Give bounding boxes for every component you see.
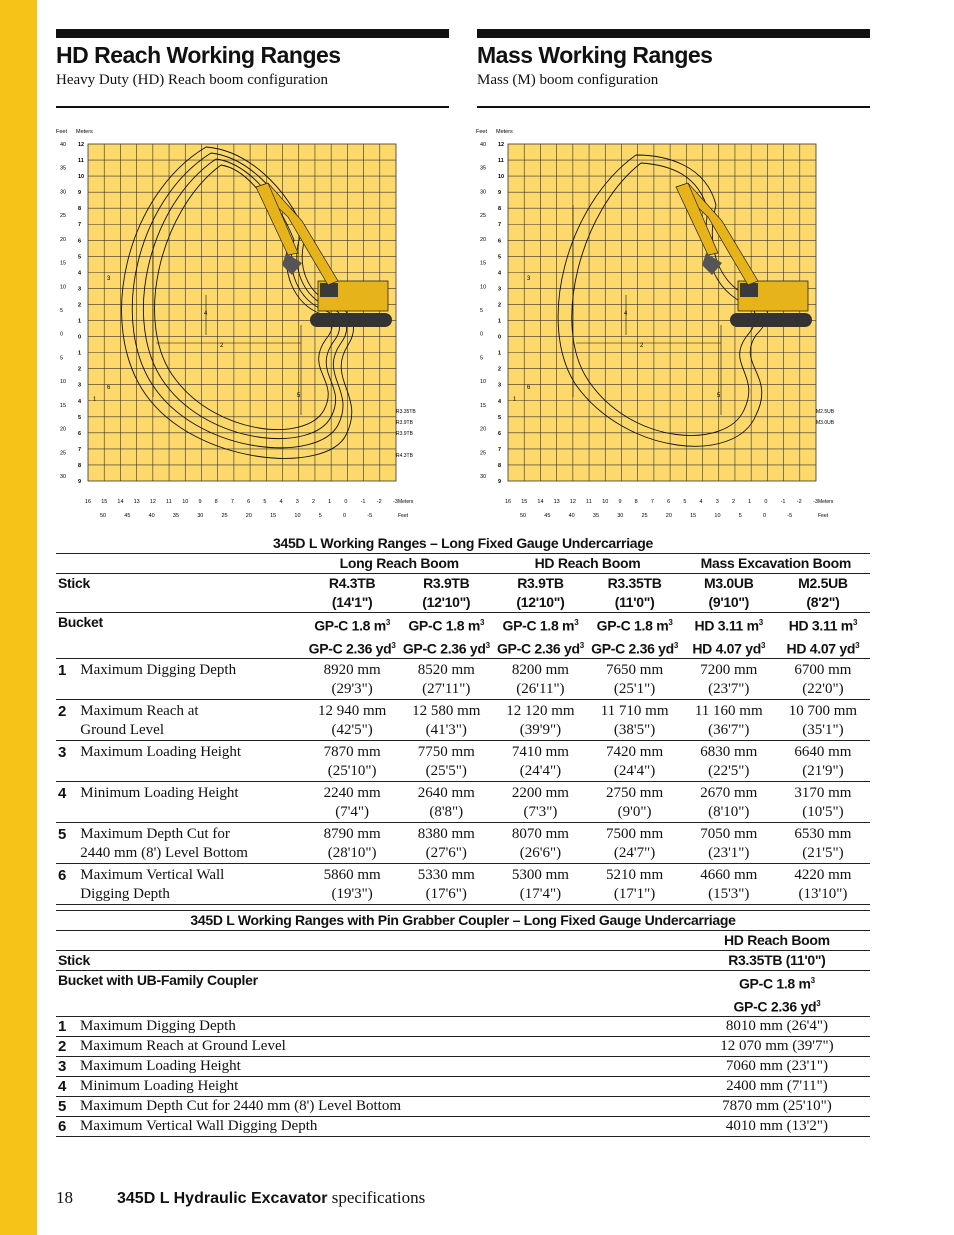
excavator-track	[730, 313, 812, 327]
bucket-header: HD 3.11 $m^3$ HD 4.07 $yd^3$	[692, 617, 766, 657]
group-hd-reach-boom: HD Reach Boom	[534, 555, 641, 571]
dimension-callout: 3	[527, 276, 531, 282]
row-label: Maximum Digging Depth	[80, 662, 237, 679]
x-tick-meters: 15	[101, 499, 108, 505]
y-tick-meters: 10	[78, 174, 85, 181]
x-tick-meters: 8	[214, 499, 218, 505]
y-tick-feet: 20	[60, 426, 67, 433]
x-tick-feet: 5	[318, 513, 322, 519]
x-tick-feet: 30	[197, 513, 204, 519]
hd-reach-working-range-diagram	[56, 125, 436, 530]
unit-feet-label: Feet	[56, 129, 68, 135]
y-tick-meters: 0	[498, 334, 502, 341]
y-tick-feet: 20	[60, 236, 67, 243]
y-tick-meters: 3	[78, 382, 82, 389]
grid-background	[508, 144, 816, 481]
row-number: 6	[58, 867, 67, 885]
row-number: 4	[58, 1078, 67, 1096]
y-tick-meters: 9	[498, 479, 502, 485]
x-tick-meters: 4	[279, 499, 283, 505]
curve-label: R3.9TB	[396, 420, 413, 426]
x-tick-meters: 16	[85, 499, 92, 505]
x-tick-feet: 0	[343, 513, 347, 519]
curve-label: M3.0UB	[816, 420, 835, 426]
y-tick-meters: 9	[78, 190, 82, 197]
y-tick-meters: 3	[498, 382, 502, 389]
row-value: 7060 mm (23'1")	[725, 1058, 828, 1075]
table2-stick-label: Stick	[58, 952, 90, 968]
x-tick-meters: 6	[667, 499, 671, 505]
y-tick-meters: 1	[78, 350, 82, 357]
x-tick-feet: 15	[270, 513, 277, 519]
y-tick-feet: 40	[480, 142, 487, 148]
dimension-callout: 6	[527, 385, 531, 391]
y-tick-meters: 6	[78, 238, 82, 245]
table-row	[56, 1117, 870, 1137]
x-tick-feet: 30	[617, 513, 624, 519]
row-value: 2240 mm (7'4")	[323, 785, 381, 821]
row-value: 2750 mm (9'0")	[606, 785, 664, 821]
dimension-callout: 4	[204, 311, 208, 317]
row-value: 2640 mm (8'8")	[417, 785, 475, 821]
x-tick-meters: 0	[344, 499, 348, 505]
y-tick-meters: 1	[78, 318, 82, 325]
row-number: 2	[58, 703, 67, 721]
x-tick-meters: 10	[182, 499, 189, 505]
dimension-callout: 5	[297, 393, 301, 399]
x-tick-feet: 50	[100, 513, 107, 519]
y-tick-feet: 15	[480, 260, 487, 267]
stick-header: R3.35TB (11'0")	[607, 575, 662, 610]
y-tick-feet: 35	[60, 165, 67, 172]
y-tick-meters: 6	[498, 238, 502, 245]
y-tick-feet: 5	[480, 308, 484, 314]
x-tick-feet: 45	[544, 513, 551, 519]
y-tick-meters: 3	[78, 286, 82, 293]
excavator-window	[740, 283, 758, 297]
x-tick-meters: 16	[505, 499, 512, 505]
row-number: 1	[58, 662, 67, 680]
y-tick-meters: 10	[498, 174, 505, 181]
table-row	[56, 1057, 870, 1077]
working-ranges-table	[56, 534, 870, 905]
row-value: 7050 mm (23'1")	[700, 826, 758, 862]
y-tick-meters: 11	[498, 158, 504, 165]
x-tick-meters: 3	[295, 499, 299, 505]
row-label: Maximum Loading Height	[80, 1058, 241, 1075]
table2-title: 345D L Working Ranges with Pin Grabber Coupler – Long Fixed Gauge Undercarriage	[190, 912, 736, 928]
y-tick-feet: 5	[480, 355, 484, 362]
y-tick-feet: 30	[60, 474, 67, 480]
row-number: 6	[58, 1118, 67, 1136]
row-number: 5	[58, 1098, 67, 1116]
row-value: 4010 mm (13'2")	[725, 1118, 828, 1135]
dimension-callout: 6	[107, 385, 111, 391]
y-tick-feet: 15	[60, 260, 67, 267]
row-value: 5300 mm (17'4")	[511, 867, 569, 903]
table2-stick-value: R3.35TB (11'0")	[728, 952, 826, 968]
x-tick-feet: 35	[592, 513, 600, 519]
x-tick-meters: 6	[247, 499, 251, 505]
excavator-track	[310, 313, 392, 327]
page-number: 18	[56, 1188, 73, 1207]
stick-header: R4.3TB (14'1")	[328, 575, 376, 610]
y-tick-meters: 7	[498, 222, 502, 229]
y-tick-feet: 25	[60, 450, 67, 457]
x-tick-feet: 5	[738, 513, 742, 519]
row-value: 8010 mm (26'4")	[725, 1018, 828, 1035]
y-tick-feet: 15	[480, 402, 487, 409]
excavator-window	[320, 283, 338, 297]
row-label: Minimum Loading Height	[80, 785, 239, 802]
row-value: 6700 mm (22'0")	[794, 662, 852, 698]
row-value: 7420 mm (24'4")	[606, 744, 664, 780]
x-tick-feet: -5	[367, 513, 373, 519]
dimension-callout: 2	[220, 343, 224, 349]
row-value: 2400 mm (7'11")	[726, 1078, 828, 1095]
table2-bucket-label: Bucket with UB-Family Coupler	[58, 972, 258, 988]
row-number: 1	[58, 1018, 67, 1036]
x-tick-meters: 14	[537, 499, 544, 505]
row-value: 6530 mm (21'5")	[794, 826, 852, 862]
y-tick-feet: 35	[480, 165, 487, 172]
x-tick-meters: 11	[586, 499, 592, 505]
table-row	[56, 700, 870, 741]
row-value: 8920 mm (29'3")	[323, 662, 381, 698]
x-tick-meters: -2	[376, 499, 382, 505]
y-tick-meters: 4	[498, 270, 502, 277]
x-tick-meters: 12	[569, 499, 576, 505]
y-tick-feet: 20	[480, 426, 487, 433]
x-tick-meters: 15	[521, 499, 528, 505]
y-tick-meters: 9	[78, 479, 82, 485]
y-tick-meters: 8	[78, 206, 82, 213]
row-value: 10 700 mm (35'1")	[788, 703, 858, 739]
y-tick-meters: 7	[498, 446, 502, 453]
hd-reach-diagram-svg	[56, 125, 436, 525]
x-tick-meters: 4	[699, 499, 703, 505]
y-tick-feet: 15	[60, 402, 67, 409]
unit-meters-label: Meters	[496, 129, 513, 135]
y-tick-feet: 30	[60, 189, 67, 196]
y-tick-meters: 2	[498, 366, 502, 373]
bucket-header: GP-C 1.8 $m^3$ GP-C 2.36 $yd^3$	[402, 617, 490, 657]
table2-bucket-value: GP-C 1.8 $m^3$ GP-C 2.36 $yd^3$	[733, 975, 821, 1015]
table-row	[56, 1017, 870, 1037]
y-tick-feet: 25	[60, 213, 67, 220]
y-tick-meters: 8	[78, 462, 82, 469]
y-tick-feet: 25	[480, 213, 487, 220]
mass-diagram-svg	[476, 125, 856, 525]
left-section-divider	[56, 106, 449, 108]
y-tick-meters: 2	[78, 302, 82, 309]
x-tick-meters: 1	[328, 499, 332, 505]
row-value: 7870 mm (25'10")	[323, 744, 381, 780]
curve-label: R4.3TB	[396, 453, 413, 459]
x-unit-meters: Meters	[818, 499, 834, 505]
bucket-label: Bucket	[58, 614, 103, 630]
row-label: Minimum Loading Height	[80, 1078, 239, 1095]
y-tick-feet: 25	[480, 450, 487, 457]
y-tick-meters: 4	[78, 270, 82, 277]
table-row	[56, 864, 870, 905]
x-tick-meters: 0	[764, 499, 768, 505]
x-tick-meters: -3	[813, 499, 818, 505]
row-value: 2200 mm (7'3")	[511, 785, 569, 821]
y-tick-meters: 12	[498, 142, 505, 148]
row-value: 6640 mm (21'9")	[794, 744, 852, 780]
table-row	[56, 1077, 870, 1097]
table-row	[56, 823, 870, 864]
bucket-header: HD 3.11 $m^3$ HD 4.07 $yd^3$	[786, 617, 860, 657]
table-row	[56, 1037, 870, 1057]
row-label: Maximum Depth Cut for 2440 mm (8') Level Bottom	[80, 1098, 401, 1115]
row-label: Maximum Vertical Wall Digging Depth	[80, 1118, 318, 1135]
y-tick-feet: 5	[60, 308, 64, 314]
row-value: 12 070 mm (39'7")	[720, 1038, 834, 1055]
y-tick-meters: 2	[498, 302, 502, 309]
footer-model: 345D L Hydraulic Excavator	[117, 1190, 328, 1207]
y-tick-feet: 5	[60, 355, 64, 362]
x-tick-meters: 2	[731, 499, 736, 505]
y-tick-meters: 3	[498, 286, 502, 293]
y-tick-meters: 2	[78, 366, 82, 373]
dimension-callout: 2	[640, 343, 644, 349]
x-tick-meters: 9	[198, 499, 202, 505]
stick-header: R3.9TB (12'10")	[422, 575, 471, 610]
x-tick-meters: 12	[149, 499, 156, 505]
x-tick-meters: 3	[715, 499, 719, 505]
x-tick-feet: 10	[714, 513, 721, 519]
x-tick-meters: -1	[780, 499, 786, 505]
right-section-divider	[477, 106, 870, 108]
x-tick-feet: 25	[221, 513, 228, 519]
row-label: Maximum Depth Cut for 2440 mm (8') Level Bottom	[80, 826, 248, 862]
page-footer	[56, 1188, 425, 1208]
row-label: Maximum Loading Height	[80, 744, 242, 761]
table1-title: 345D L Working Ranges – Long Fixed Gauge Undercarriage	[272, 535, 654, 551]
y-tick-meters: 5	[78, 254, 82, 261]
x-tick-meters: 5	[683, 499, 687, 505]
left-header-rule	[56, 29, 449, 38]
right-section-title: Mass Working Ranges	[477, 42, 713, 68]
row-value: 12 580 mm (41'3")	[412, 703, 481, 739]
y-tick-feet: 40	[60, 142, 67, 148]
x-tick-meters: 7	[230, 499, 234, 505]
table2-group: HD Reach Boom	[724, 932, 830, 948]
row-value: 12 120 mm (39'9")	[506, 703, 575, 739]
bucket-header: GP-C 1.8 $m^3$ GP-C 2.36 $yd^3$	[591, 617, 679, 657]
dimension-callout: 1	[513, 397, 517, 403]
x-tick-meters: 8	[634, 499, 638, 505]
bucket-header: GP-C 1.8 $m^3$ GP-C 2.36 $yd^3$	[308, 617, 396, 657]
row-value: 7410 mm (24'4")	[511, 744, 569, 780]
y-tick-meters: 6	[498, 430, 502, 437]
table-row	[56, 659, 870, 700]
x-unit-feet: Feet	[818, 513, 829, 519]
x-tick-meters: 11	[166, 499, 172, 505]
x-tick-meters: 1	[748, 499, 752, 505]
stick-header: R3.9TB (12'10")	[516, 575, 565, 610]
row-value: 6830 mm (22'5")	[700, 744, 758, 780]
footer-suffix: specifications	[327, 1188, 426, 1207]
y-tick-meters: 7	[78, 446, 82, 453]
y-tick-meters: 8	[498, 462, 502, 469]
row-value: 7750 mm (25'5")	[417, 744, 475, 780]
y-tick-meters: 5	[498, 414, 502, 421]
x-tick-feet: 20	[665, 513, 672, 519]
x-tick-feet: 20	[245, 513, 252, 519]
row-value: 12 940 mm (42'5")	[317, 703, 387, 739]
row-label: Maximum Reach at Ground Level	[80, 1038, 286, 1055]
dimension-callout: 4	[624, 311, 628, 317]
y-tick-meters: 8	[498, 206, 502, 213]
table-row	[56, 741, 870, 782]
x-unit-feet: Feet	[398, 513, 409, 519]
y-tick-meters: 4	[78, 398, 82, 405]
bucket-header: GP-C 1.8 $m^3$ GP-C 2.36 $yd^3$	[496, 617, 584, 657]
grid-background	[88, 144, 396, 481]
y-tick-feet: 10	[480, 379, 487, 386]
y-tick-meters: 0	[78, 334, 82, 341]
curve-label: M2.5UB	[816, 409, 835, 415]
group-long-reach-boom: Long Reach Boom	[339, 555, 459, 571]
row-value: 3170 mm (10'5")	[794, 785, 852, 821]
row-label: Maximum Digging Depth	[80, 1018, 236, 1035]
y-tick-feet: 10	[60, 284, 67, 291]
group-mass-excavation-boom: Mass Excavation Boom	[700, 555, 852, 571]
x-tick-feet: 50	[520, 513, 527, 519]
x-tick-meters: 13	[553, 499, 560, 505]
y-tick-meters: 1	[498, 350, 502, 357]
row-label: Maximum Reach at Ground Level	[80, 703, 199, 739]
x-tick-meters: 10	[602, 499, 609, 505]
row-value: 5860 mm (19'3")	[323, 867, 381, 903]
y-tick-meters: 6	[78, 430, 82, 437]
pin-grabber-working-ranges-table	[56, 910, 870, 1137]
left-section-subtitle: Heavy Duty (HD) Reach boom configuration	[56, 72, 329, 88]
y-tick-meters: 5	[78, 414, 82, 421]
row-value: 7500 mm (24'7")	[606, 826, 664, 862]
y-tick-feet: 30	[480, 189, 487, 196]
right-section-subtitle: Mass (M) boom configuration	[477, 72, 659, 88]
row-value: 11 710 mm (38'5")	[600, 703, 669, 739]
x-tick-feet: 40	[568, 513, 575, 519]
x-tick-feet: 10	[294, 513, 301, 519]
row-value: 8200 mm (26'11")	[511, 662, 569, 698]
x-tick-feet: 15	[690, 513, 697, 519]
y-tick-feet: 20	[480, 236, 487, 243]
x-tick-feet: 25	[641, 513, 648, 519]
row-value: 5330 mm (17'6")	[417, 867, 475, 903]
dimension-callout: 5	[717, 393, 721, 399]
y-tick-meters: 1	[498, 318, 502, 325]
x-tick-feet: 40	[148, 513, 155, 519]
x-tick-meters: 14	[117, 499, 124, 505]
x-tick-meters: 13	[133, 499, 140, 505]
x-tick-meters: 7	[650, 499, 654, 505]
dimension-callout: 3	[107, 276, 111, 282]
x-tick-feet: -5	[787, 513, 793, 519]
x-unit-meters: Meters	[398, 499, 414, 505]
y-tick-meters: 5	[498, 254, 502, 261]
row-number: 3	[58, 744, 67, 762]
x-tick-meters: 2	[311, 499, 316, 505]
x-tick-meters: -2	[796, 499, 802, 505]
y-tick-feet: 0	[480, 331, 484, 338]
x-tick-feet: 45	[124, 513, 131, 519]
mass-working-range-diagram	[476, 125, 856, 530]
left-section-title: HD Reach Working Ranges	[56, 42, 341, 68]
row-value: 8070 mm (26'6")	[511, 826, 569, 862]
x-tick-meters: -1	[360, 499, 366, 505]
y-tick-feet: 10	[60, 379, 67, 386]
row-number: 4	[58, 785, 67, 803]
curve-label: R3.9TB	[396, 431, 413, 437]
stick-header: M2.5UB (8'2")	[798, 575, 848, 610]
curve-label: R3.35TB	[396, 409, 416, 415]
unit-meters-label: Meters	[76, 129, 93, 135]
row-value: 4220 mm (13'10")	[794, 867, 852, 903]
row-number: 5	[58, 826, 67, 844]
row-value: 8380 mm (27'6")	[417, 826, 475, 862]
row-number: 2	[58, 1038, 67, 1056]
yellow-side-bar	[0, 0, 37, 1235]
table-row	[56, 1097, 870, 1117]
unit-feet-label: Feet	[476, 129, 488, 135]
x-tick-meters: -3	[393, 499, 398, 505]
row-value: 7870 mm (25'10")	[722, 1098, 832, 1115]
y-tick-feet: 10	[480, 284, 487, 291]
row-value: 7650 mm (25'1")	[606, 662, 664, 698]
row-number: 3	[58, 1058, 67, 1076]
dimension-callout: 1	[93, 397, 97, 403]
x-tick-meters: 9	[618, 499, 622, 505]
row-value: 7200 mm (23'7")	[700, 662, 758, 698]
stick-header: M3.0UB (9'10")	[703, 575, 754, 610]
row-value: 11 160 mm (36'7")	[694, 703, 763, 739]
stick-label: Stick	[58, 575, 90, 591]
row-value: 5210 mm (17'1")	[606, 867, 664, 903]
x-tick-feet: 0	[763, 513, 767, 519]
x-tick-feet: 35	[172, 513, 180, 519]
row-value: 8790 mm (28'10")	[323, 826, 381, 862]
row-label: Maximum Vertical Wall Digging Depth	[80, 867, 225, 903]
y-tick-meters: 7	[78, 222, 82, 229]
table-row	[56, 782, 870, 823]
y-tick-feet: 0	[60, 331, 64, 338]
row-value: 2670 mm (8'10")	[700, 785, 758, 821]
right-header-rule	[477, 29, 870, 38]
x-tick-meters: 5	[263, 499, 267, 505]
y-tick-feet: 30	[480, 474, 487, 480]
row-value: 4660 mm (15'3")	[700, 867, 758, 903]
y-tick-meters: 4	[498, 398, 502, 405]
y-tick-meters: 9	[498, 190, 502, 197]
y-tick-meters: 11	[78, 158, 84, 165]
row-value: 8520 mm (27'11")	[417, 662, 475, 698]
y-tick-meters: 12	[78, 142, 85, 148]
